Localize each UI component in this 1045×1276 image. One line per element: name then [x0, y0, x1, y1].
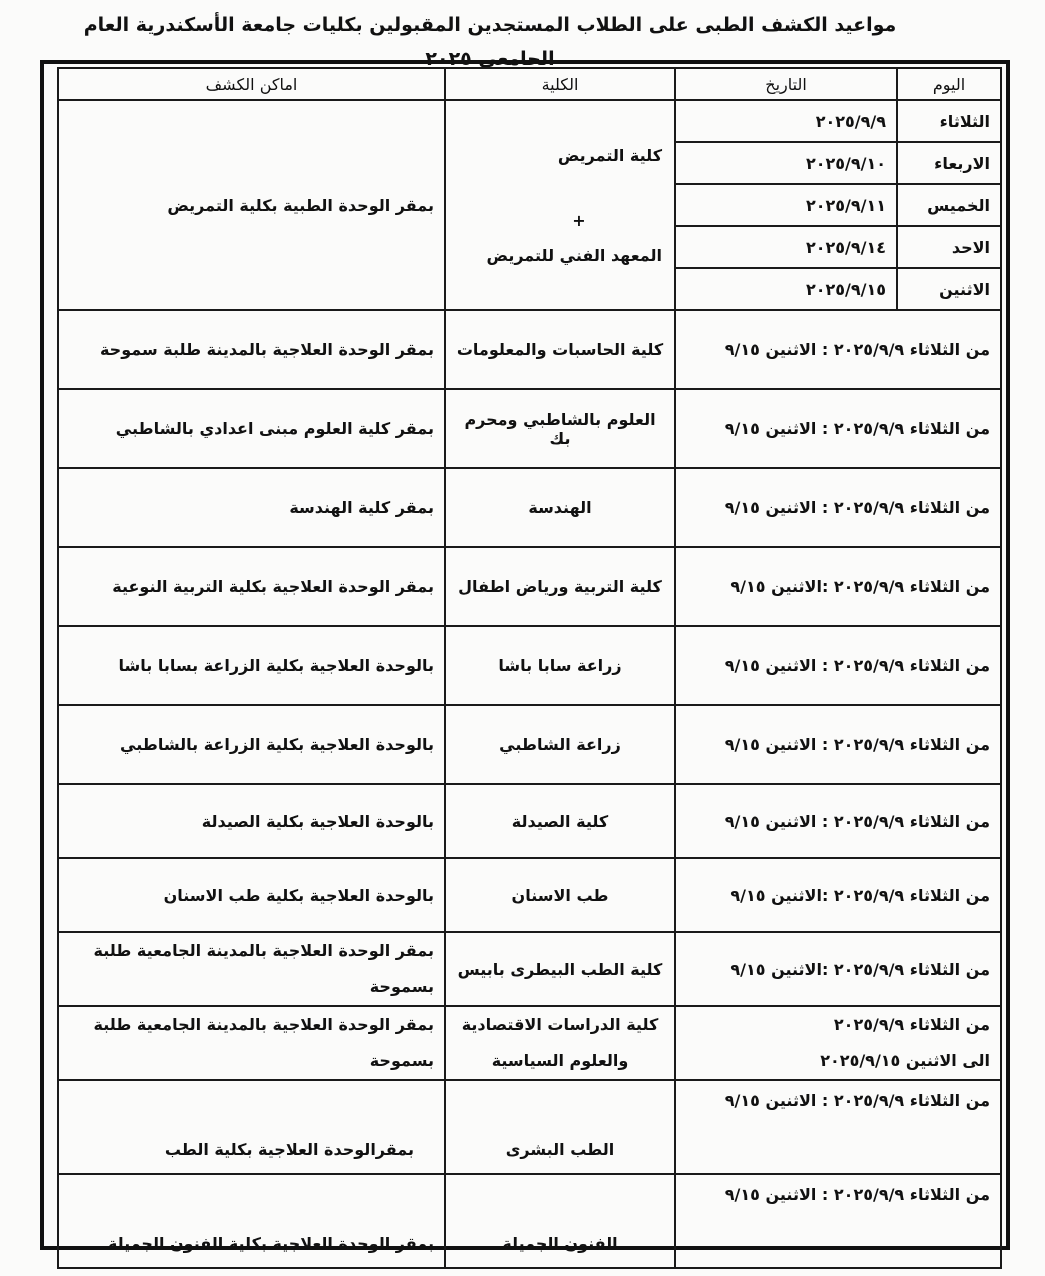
date-range-cell: من الثلاثاء ٢٠٢٥/٩/٩ : الاثنين ٩/١٥ — [675, 784, 1001, 858]
date-range-cell: من الثلاثاء ٢٠٢٥/٩/٩ : الاثنين ٩/١٥ — [675, 389, 1001, 468]
faculty-cell — [445, 100, 675, 310]
faculty-cell: الفنون الجميلة — [445, 1174, 675, 1268]
table-row — [58, 784, 1001, 858]
date-range-cell: من الثلاثاء ٢٠٢٥/٩/٩ : الاثنين ٩/١٥ — [675, 468, 1001, 547]
date-range-cell: من الثلاثاء ٢٠٢٥/٩/٩ : الاثنين ٩/١٥ — [675, 626, 1001, 705]
place-line: بمقر الوحدة العلاجية بالمدينة الجامعية طلبة — [93, 941, 434, 960]
faculty-name: المعهد الفني للتمريض — [486, 245, 662, 265]
faculty-line: كلية الدراسات الاقتصادية — [461, 1015, 659, 1034]
faculty-cell: زراعة الشاطبي — [445, 705, 675, 784]
range-line: الى الاثنين ٢٠٢٥/٩/١٥ — [820, 1051, 990, 1070]
faculty-cell: العلوم بالشاطبي ومحرم بك — [445, 389, 675, 468]
place-cell: بمقر الوحدة العلاجية بكلية التربية النوعية — [58, 547, 445, 626]
place-line: بسموحة — [369, 977, 434, 996]
place-cell: بمقر الوحدة الطبية بكلية التمريض — [58, 100, 445, 310]
place-cell: بمقر كلية العلوم مبنى اعدادي بالشاطبي — [58, 389, 445, 468]
faculty-cell: الطب البشرى — [445, 1080, 675, 1174]
header-place: اماكن الكشف — [58, 68, 445, 100]
place-cell: بالوحدة العلاجية بكلية الزراعة بالشاطبي — [58, 705, 445, 784]
date-cell: ٢٠٢٥/٩/١٤ — [675, 226, 897, 268]
table-row — [58, 100, 1001, 142]
faculty-cell: كلية الطب البيطرى بابيس — [445, 932, 675, 1006]
faculty-cell: الهندسة — [445, 468, 675, 547]
place-cell: بالوحدة العلاجية بكلية طب الاسنان — [58, 858, 445, 932]
table-row — [58, 1080, 1001, 1174]
faculty-cell — [445, 1006, 675, 1080]
header-day: اليوم — [897, 68, 1001, 100]
place-cell: بمقرالوحدة العلاجية بكلية الطب — [58, 1080, 445, 1174]
faculty-cell: كلية الصيدلة — [445, 784, 675, 858]
table-row — [58, 468, 1001, 547]
table-row — [58, 858, 1001, 932]
place-cell: بالوحدة العلاجية بكلية الصيدلة — [58, 784, 445, 858]
schedule-table — [57, 67, 1002, 1269]
place-cell — [58, 1006, 445, 1080]
table-row — [58, 932, 1001, 1006]
document-title: مواعيد الكشف الطبى على الطلاب المستجدين المقبولين بكليات جامعة الأسكندرية العام الجامعى ٢٠٢٥ — [83, 14, 897, 70]
faculty-cell: زراعة سابا باشا — [445, 626, 675, 705]
day-cell: الاثنين — [897, 268, 1001, 310]
header-faculty: الكلية — [445, 68, 675, 100]
date-range-cell: من الثلاثاء ٢٠٢٥/٩/٩ : الاثنين ٩/١٥ — [675, 1174, 1001, 1268]
faculty-plus: + — [572, 210, 586, 230]
date-cell: ٢٠٢٥/٩/١١ — [675, 184, 897, 226]
place-cell: بالوحدة العلاجية بكلية الزراعة بسابا باشا — [58, 626, 445, 705]
date-cell: ٢٠٢٥/٩/١٥ — [675, 268, 897, 310]
table-header-row — [58, 68, 1001, 100]
place-line: بمقر الوحدة العلاجية بالمدينة الجامعية طلبة — [93, 1015, 434, 1034]
table-row — [58, 705, 1001, 784]
date-range-cell: من الثلاثاء ٢٠٢٥/٩/٩ :الاثنين ٩/١٥ — [675, 932, 1001, 1006]
date-cell: ٢٠٢٥/٩/٩ — [675, 100, 897, 142]
place-cell: بمقر كلية الهندسة — [58, 468, 445, 547]
date-range-cell: من الثلاثاء ٢٠٢٥/٩/٩ : الاثنين ٩/١٥ — [675, 310, 1001, 389]
day-cell: الاربعاء — [897, 142, 1001, 184]
table-row — [58, 1006, 1001, 1080]
table-row — [58, 1174, 1001, 1268]
faculty-cell: كلية التربية ورياض اطفال — [445, 547, 675, 626]
date-range-cell: من الثلاثاء ٢٠٢٥/٩/٩ :الاثنين ٩/١٥ — [675, 547, 1001, 626]
table-row — [58, 310, 1001, 389]
faculty-cell: كلية الحاسبات والمعلومات — [445, 310, 675, 389]
faculty-name: كلية التمريض — [557, 145, 662, 165]
date-range-cell: من الثلاثاء ٢٠٢٥/٩/٩ : الاثنين ٩/١٥ — [675, 1080, 1001, 1174]
range-line: من الثلاثاء ٢٠٢٥/٩/٩ — [833, 1015, 990, 1034]
faculty-cell: طب الاسنان — [445, 858, 675, 932]
day-cell: الثلاثاء — [897, 100, 1001, 142]
faculty-line: والعلوم السياسية — [491, 1051, 629, 1070]
day-cell: الخميس — [897, 184, 1001, 226]
place-cell — [58, 932, 445, 1006]
date-range-cell: من الثلاثاء ٢٠٢٥/٩/٩ :الاثنين ٩/١٥ — [675, 858, 1001, 932]
place-cell: بمقر الوحدة العلاجية بكلية الفنون الجميلة — [58, 1174, 445, 1268]
place-line: بسموحة — [369, 1051, 434, 1070]
day-cell: الاحد — [897, 226, 1001, 268]
date-range-cell: من الثلاثاء ٢٠٢٥/٩/٩ : الاثنين ٩/١٥ — [675, 705, 1001, 784]
place-cell: بمقر الوحدة العلاجية بالمدينة طلبة سموحة — [58, 310, 445, 389]
date-range-cell — [675, 1006, 1001, 1080]
header-date: التاريخ — [675, 68, 897, 100]
table-row — [58, 547, 1001, 626]
table-row — [58, 626, 1001, 705]
table-row — [58, 389, 1001, 468]
date-cell: ٢٠٢٥/٩/١٠ — [675, 142, 897, 184]
